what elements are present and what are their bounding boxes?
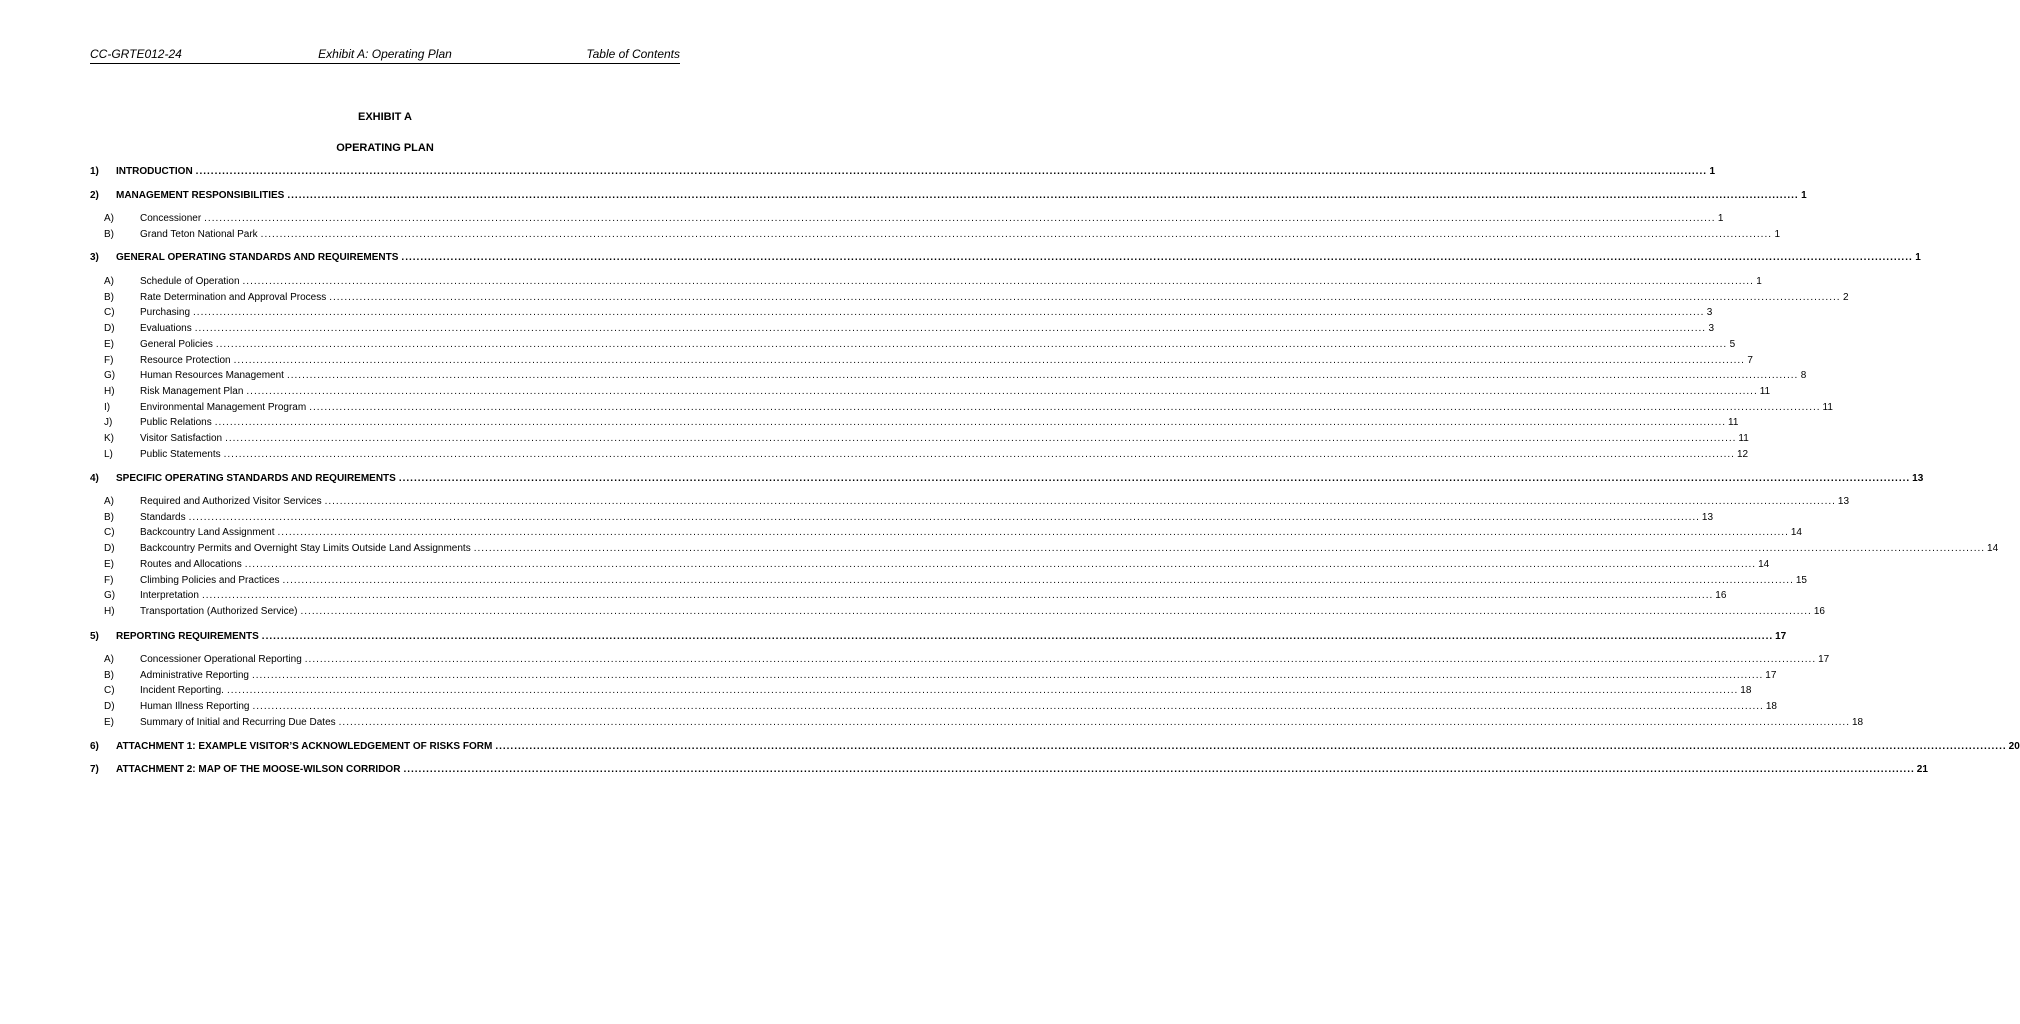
- toc-entry-4-b[interactable]: [104, 511, 1714, 525]
- toc-section-7-number: 7): [90, 764, 99, 775]
- toc-entry-4-g-leader: ................................................................................................................................................................................................................................................................................................................................................................................................................: [201, 590, 1714, 601]
- toc-entry-5-e-leader: ................................................................................................................................................................................................................................................................................................................................................................................................................: [338, 717, 1850, 728]
- toc-section-4-page-number: 13: [1912, 473, 1924, 484]
- toc-entry-3-c-number: C): [104, 307, 115, 318]
- toc-entry-4-g[interactable]: [104, 589, 1727, 603]
- toc-entry-5-c-leader: ................................................................................................................................................................................................................................................................................................................................................................................................................: [226, 685, 1739, 696]
- toc-entry-3-b-title: Rate Determination and Approval Process: [140, 292, 327, 303]
- toc-entry-3-g-number: G): [104, 370, 116, 381]
- toc-entry-4-b-title: Standards: [140, 512, 186, 523]
- toc-entry-3-l[interactable]: [104, 448, 1749, 462]
- toc-section-5-page-number: 17: [1775, 631, 1787, 642]
- toc-entry-5-d-number: D): [104, 701, 115, 712]
- operating-plan-title: OPERATING PLAN: [336, 142, 434, 154]
- toc-entry-3-f-leader: ................................................................................................................................................................................................................................................................................................................................................................................................................: [233, 355, 1745, 366]
- toc-entry-4-a-leader: ................................................................................................................................................................................................................................................................................................................................................................................................................: [324, 496, 1836, 507]
- toc-section-7[interactable]: [90, 763, 1928, 777]
- toc-entry-3-l-number: L): [104, 449, 113, 460]
- toc-section-5[interactable]: [90, 630, 1787, 644]
- toc-entry-3-c-leader: ................................................................................................................................................................................................................................................................................................................................................................................................................: [193, 307, 1705, 318]
- toc-entry-5-b-page-number: 17: [1765, 670, 1777, 681]
- toc-entry-5-d-page-number: 18: [1765, 701, 1777, 712]
- toc-section-3-page-number: 1: [1915, 252, 1921, 263]
- toc-entry-3-c-page-number: 3: [1706, 307, 1713, 318]
- toc-entry-2-a-number: A): [104, 213, 114, 224]
- toc-section-6-title: ATTACHMENT 1: EXAMPLE VISITOR’S ACKNOWLEDGEMENT OF RISKS FORM: [116, 741, 493, 752]
- toc-section-5-title: REPORTING REQUIREMENTS: [116, 631, 259, 642]
- toc-entry-3-l-title: Public Statements: [140, 449, 221, 460]
- header-section-name: Table of Contents: [586, 47, 680, 61]
- toc-entry-4-h-leader: ................................................................................................................................................................................................................................................................................................................................................................................................................: [300, 606, 1812, 617]
- toc-entry-3-j[interactable]: [104, 416, 1739, 430]
- toc-entry-5-a-title: Concessioner Operational Reporting: [140, 654, 302, 665]
- toc-entry-3-k-leader: ................................................................................................................................................................................................................................................................................................................................................................................................................: [225, 433, 1737, 444]
- toc-entry-5-e-page-number: 18: [1851, 717, 1864, 728]
- toc-section-1-title: INTRODUCTION: [116, 166, 193, 177]
- toc-entry-5-b-leader: ................................................................................................................................................................................................................................................................................................................................................................................................................: [251, 670, 1764, 681]
- header-center-title: Exhibit A: Operating Plan: [318, 47, 452, 61]
- toc-entry-3-g-title: Human Resources Management: [140, 370, 284, 381]
- toc-section-7-title: ATTACHMENT 2: MAP OF THE MOOSE-WILSON CORRIDOR: [116, 764, 401, 775]
- toc-entry-3-j-leader: ................................................................................................................................................................................................................................................................................................................................................................................................................: [214, 417, 1727, 428]
- toc-entry-4-g-title: Interpretation: [140, 590, 199, 601]
- toc-entry-3-d-page-number: 3: [1708, 323, 1715, 334]
- toc-entry-4-d-title: Backcountry Permits and Overnight Stay Limits Outside Land Assignments: [140, 543, 471, 554]
- toc-entry-4-b-leader: ................................................................................................................................................................................................................................................................................................................................................................................................................: [188, 512, 1700, 523]
- toc-entry-5-b-title: Administrative Reporting: [140, 670, 249, 681]
- toc-entry-3-d-leader: ................................................................................................................................................................................................................................................................................................................................................................................................................: [194, 323, 1707, 334]
- toc-entry-5-a[interactable]: [104, 653, 1830, 667]
- toc-entry-4-f-leader: ................................................................................................................................................................................................................................................................................................................................................................................................................: [282, 575, 1794, 586]
- toc-entry-5-a-leader: ................................................................................................................................................................................................................................................................................................................................................................................................................: [304, 654, 1817, 665]
- toc-entry-3-a-leader: ................................................................................................................................................................................................................................................................................................................................................................................................................: [242, 276, 1754, 287]
- toc-section-4-title: SPECIFIC OPERATING STANDARDS AND REQUIREMENTS: [116, 473, 396, 484]
- toc-section-6[interactable]: [90, 740, 2020, 754]
- toc-section-3-leader: ................................................................................................................................................................................................................................................................................................................................................................................................................: [401, 252, 1913, 263]
- toc-section-2[interactable]: [90, 189, 1807, 203]
- toc-entry-4-c-title: Backcountry Land Assignment: [140, 527, 275, 538]
- toc-entry-4-h-number: H): [104, 606, 115, 617]
- toc-entry-3-a-number: A): [104, 276, 114, 287]
- toc-entry-4-c[interactable]: [104, 526, 1802, 540]
- toc-section-2-page-number: 1: [1801, 190, 1807, 201]
- toc-entry-5-c[interactable]: [104, 684, 1752, 698]
- toc-entry-4-c-leader: ................................................................................................................................................................................................................................................................................................................................................................................................................: [277, 527, 1789, 538]
- toc-entry-3-g-page-number: 8: [1800, 370, 1807, 381]
- toc-entry-3-i-number: I): [104, 402, 111, 413]
- toc-entry-4-a-title: Required and Authorized Visitor Services: [140, 496, 322, 507]
- toc-entry-4-e[interactable]: [104, 558, 1770, 572]
- toc-entry-2-b-page-number: 1: [1774, 229, 1780, 240]
- toc-section-1-page-number: 1: [1709, 166, 1715, 177]
- toc-entry-3-d[interactable]: [104, 322, 1715, 336]
- toc-entry-2-b-title: Grand Teton National Park: [140, 229, 258, 240]
- toc-entry-3-i-title: Environmental Management Program: [140, 402, 307, 413]
- toc-entry-3-f-title: Resource Protection: [140, 355, 231, 366]
- toc-entry-4-a[interactable]: [104, 495, 1850, 509]
- toc-entry-4-f-title: Climbing Policies and Practices: [140, 575, 280, 586]
- toc-section-4[interactable]: [90, 472, 1924, 486]
- toc-section-1[interactable]: [90, 165, 1715, 179]
- toc-entry-2-a-leader: ................................................................................................................................................................................................................................................................................................................................................................................................................: [204, 213, 1716, 224]
- toc-entry-3-b[interactable]: [104, 291, 1849, 305]
- document-code: CC-GRTE012-24: [90, 47, 182, 61]
- toc-entry-3-k[interactable]: [104, 432, 1749, 446]
- toc-section-2-title: MANAGEMENT RESPONSIBILITIES: [116, 190, 285, 201]
- toc-entry-5-c-title: Incident Reporting.: [140, 685, 224, 696]
- toc-section-4-leader: ................................................................................................................................................................................................................................................................................................................................................................................................................: [398, 473, 1911, 484]
- toc-section-7-page-number: 21: [1916, 764, 1928, 775]
- toc-section-6-leader: ................................................................................................................................................................................................................................................................................................................................................................................................................: [495, 741, 2007, 752]
- toc-entry-3-k-page-number: 11: [1738, 433, 1749, 444]
- toc-entry-5-b-number: B): [104, 670, 114, 681]
- toc-entry-4-f-number: F): [104, 575, 114, 586]
- toc-entry-3-e[interactable]: [104, 338, 1736, 352]
- toc-entry-4-d-page-number: 14: [1987, 543, 1999, 554]
- toc-section-6-number: 6): [90, 741, 99, 752]
- toc-entry-3-h[interactable]: [104, 385, 1771, 399]
- toc-entry-4-a-page-number: 13: [1837, 496, 1850, 507]
- toc-entry-3-f-page-number: 7: [1747, 355, 1753, 366]
- toc-entry-3-g[interactable]: [104, 369, 1807, 383]
- toc-entry-2-a-title: Concessioner: [140, 213, 202, 224]
- toc-entry-3-l-leader: ................................................................................................................................................................................................................................................................................................................................................................................................................: [223, 449, 1735, 460]
- toc-entry-3-h-title: Risk Management Plan: [140, 386, 244, 397]
- toc-entry-4-d-number: D): [104, 543, 115, 554]
- toc-entry-3-j-page-number: 11: [1728, 417, 1739, 428]
- toc-section-3[interactable]: [90, 251, 1921, 265]
- toc-entry-3-d-title: Evaluations: [140, 323, 192, 334]
- toc-entry-4-b-page-number: 13: [1701, 512, 1714, 523]
- toc-entry-4-e-title: Routes and Allocations: [140, 559, 242, 570]
- toc-entry-3-f[interactable]: [104, 354, 1753, 368]
- toc-entry-2-b-leader: ................................................................................................................................................................................................................................................................................................................................................................................................................: [260, 229, 1772, 240]
- toc-entry-4-e-page-number: 14: [1758, 559, 1770, 570]
- toc-entry-5-c-page-number: 18: [1740, 685, 1752, 696]
- toc-entry-3-i[interactable]: [104, 401, 1833, 415]
- toc-entry-3-i-leader: ................................................................................................................................................................................................................................................................................................................................................................................................................: [309, 402, 1821, 413]
- toc-section-6-page-number: 20: [2008, 741, 2020, 752]
- toc-entry-4-f-page-number: 15: [1795, 575, 1807, 586]
- toc-entry-3-b-leader: ................................................................................................................................................................................................................................................................................................................................................................................................................: [329, 292, 1841, 303]
- toc-entry-5-d[interactable]: [104, 700, 1777, 714]
- toc-section-5-leader: ................................................................................................................................................................................................................................................................................................................................................................................................................: [261, 631, 1774, 642]
- toc-entry-5-e-title: Summary of Initial and Recurring Due Dates: [140, 717, 336, 728]
- toc-entry-4-d-leader: ................................................................................................................................................................................................................................................................................................................................................................................................................: [473, 543, 1986, 554]
- toc-entry-3-b-page-number: 2: [1842, 292, 1849, 303]
- toc-entry-5-e-number: E): [104, 717, 114, 728]
- toc-entry-5-a-page-number: 17: [1818, 654, 1830, 665]
- toc-entry-4-c-page-number: 14: [1790, 527, 1802, 538]
- toc-entry-2-b[interactable]: [104, 228, 1780, 242]
- toc-entry-5-d-title: Human Illness Reporting: [140, 701, 250, 712]
- toc-entry-3-j-number: J): [104, 417, 113, 428]
- toc-entry-4-a-number: A): [104, 496, 114, 507]
- toc-entry-3-d-number: D): [104, 323, 115, 334]
- toc-entry-4-c-number: C): [104, 527, 115, 538]
- toc-entry-4-h-page-number: 16: [1813, 606, 1825, 617]
- toc-entry-3-a[interactable]: [104, 275, 1762, 289]
- exhibit-title: EXHIBIT A: [358, 111, 412, 123]
- toc-entry-3-c[interactable]: [104, 306, 1713, 320]
- toc-entry-4-e-number: E): [104, 559, 114, 570]
- toc-entry-3-e-leader: ................................................................................................................................................................................................................................................................................................................................................................................................................: [215, 339, 1728, 350]
- toc-entry-3-k-title: Visitor Satisfaction: [140, 433, 223, 444]
- toc-entry-5-d-leader: ................................................................................................................................................................................................................................................................................................................................................................................................................: [252, 701, 1764, 712]
- toc-entry-4-h-title: Transportation (Authorized Service): [140, 606, 298, 617]
- toc-entry-4-f[interactable]: [104, 574, 1807, 588]
- toc-section-3-number: 3): [90, 252, 99, 263]
- toc-entry-3-e-number: E): [104, 339, 114, 350]
- toc-entry-2-b-number: B): [104, 229, 114, 240]
- toc-section-2-number: 2): [90, 190, 99, 201]
- toc-entry-3-e-page-number: 5: [1729, 339, 1736, 350]
- toc-entry-3-g-leader: ................................................................................................................................................................................................................................................................................................................................................................................................................: [286, 370, 1799, 381]
- toc-entry-4-h[interactable]: [104, 605, 1825, 619]
- toc-section-4-number: 4): [90, 473, 99, 484]
- toc-entry-3-h-number: H): [104, 386, 115, 397]
- toc-entry-5-c-number: C): [104, 685, 115, 696]
- toc-entry-3-a-title: Schedule of Operation: [140, 276, 240, 287]
- toc-entry-4-g-page-number: 16: [1715, 590, 1727, 601]
- toc-section-3-title: GENERAL OPERATING STANDARDS AND REQUIREMENTS: [116, 252, 399, 263]
- toc-entry-5-b[interactable]: [104, 669, 1777, 683]
- toc-entry-2-a-page-number: 1: [1717, 213, 1724, 224]
- toc-entry-3-e-title: General Policies: [140, 339, 213, 350]
- toc-section-1-number: 1): [90, 166, 99, 177]
- toc-entry-3-l-page-number: 12: [1736, 449, 1749, 460]
- toc-section-5-number: 5): [90, 631, 99, 642]
- toc-entry-3-j-title: Public Relations: [140, 417, 212, 428]
- toc-entry-4-b-number: B): [104, 512, 114, 523]
- toc-entry-3-h-page-number: 11: [1759, 386, 1771, 397]
- toc-entry-3-k-number: K): [104, 433, 114, 444]
- toc-entry-4-d[interactable]: [104, 542, 1999, 556]
- toc-entry-4-g-number: G): [104, 590, 116, 601]
- toc-entry-3-b-number: B): [104, 292, 114, 303]
- toc-entry-3-i-page-number: 11: [1822, 402, 1833, 413]
- toc-entry-3-f-number: F): [104, 355, 114, 366]
- toc-entry-5-e[interactable]: [104, 716, 1864, 730]
- toc-section-2-leader: ................................................................................................................................................................................................................................................................................................................................................................................................................: [287, 190, 1799, 201]
- toc-entry-3-h-leader: ................................................................................................................................................................................................................................................................................................................................................................................................................: [246, 386, 1758, 397]
- toc-entry-3-a-page-number: 1: [1756, 276, 1762, 287]
- toc-entry-4-e-leader: ................................................................................................................................................................................................................................................................................................................................................................................................................: [244, 559, 1757, 570]
- toc-section-1-leader: ................................................................................................................................................................................................................................................................................................................................................................................................................: [195, 166, 1707, 177]
- toc-section-7-leader: ................................................................................................................................................................................................................................................................................................................................................................................................................: [403, 764, 1915, 775]
- toc-entry-3-c-title: Purchasing: [140, 307, 191, 318]
- toc-entry-2-a[interactable]: [104, 212, 1724, 226]
- toc-entry-5-a-number: A): [104, 654, 114, 665]
